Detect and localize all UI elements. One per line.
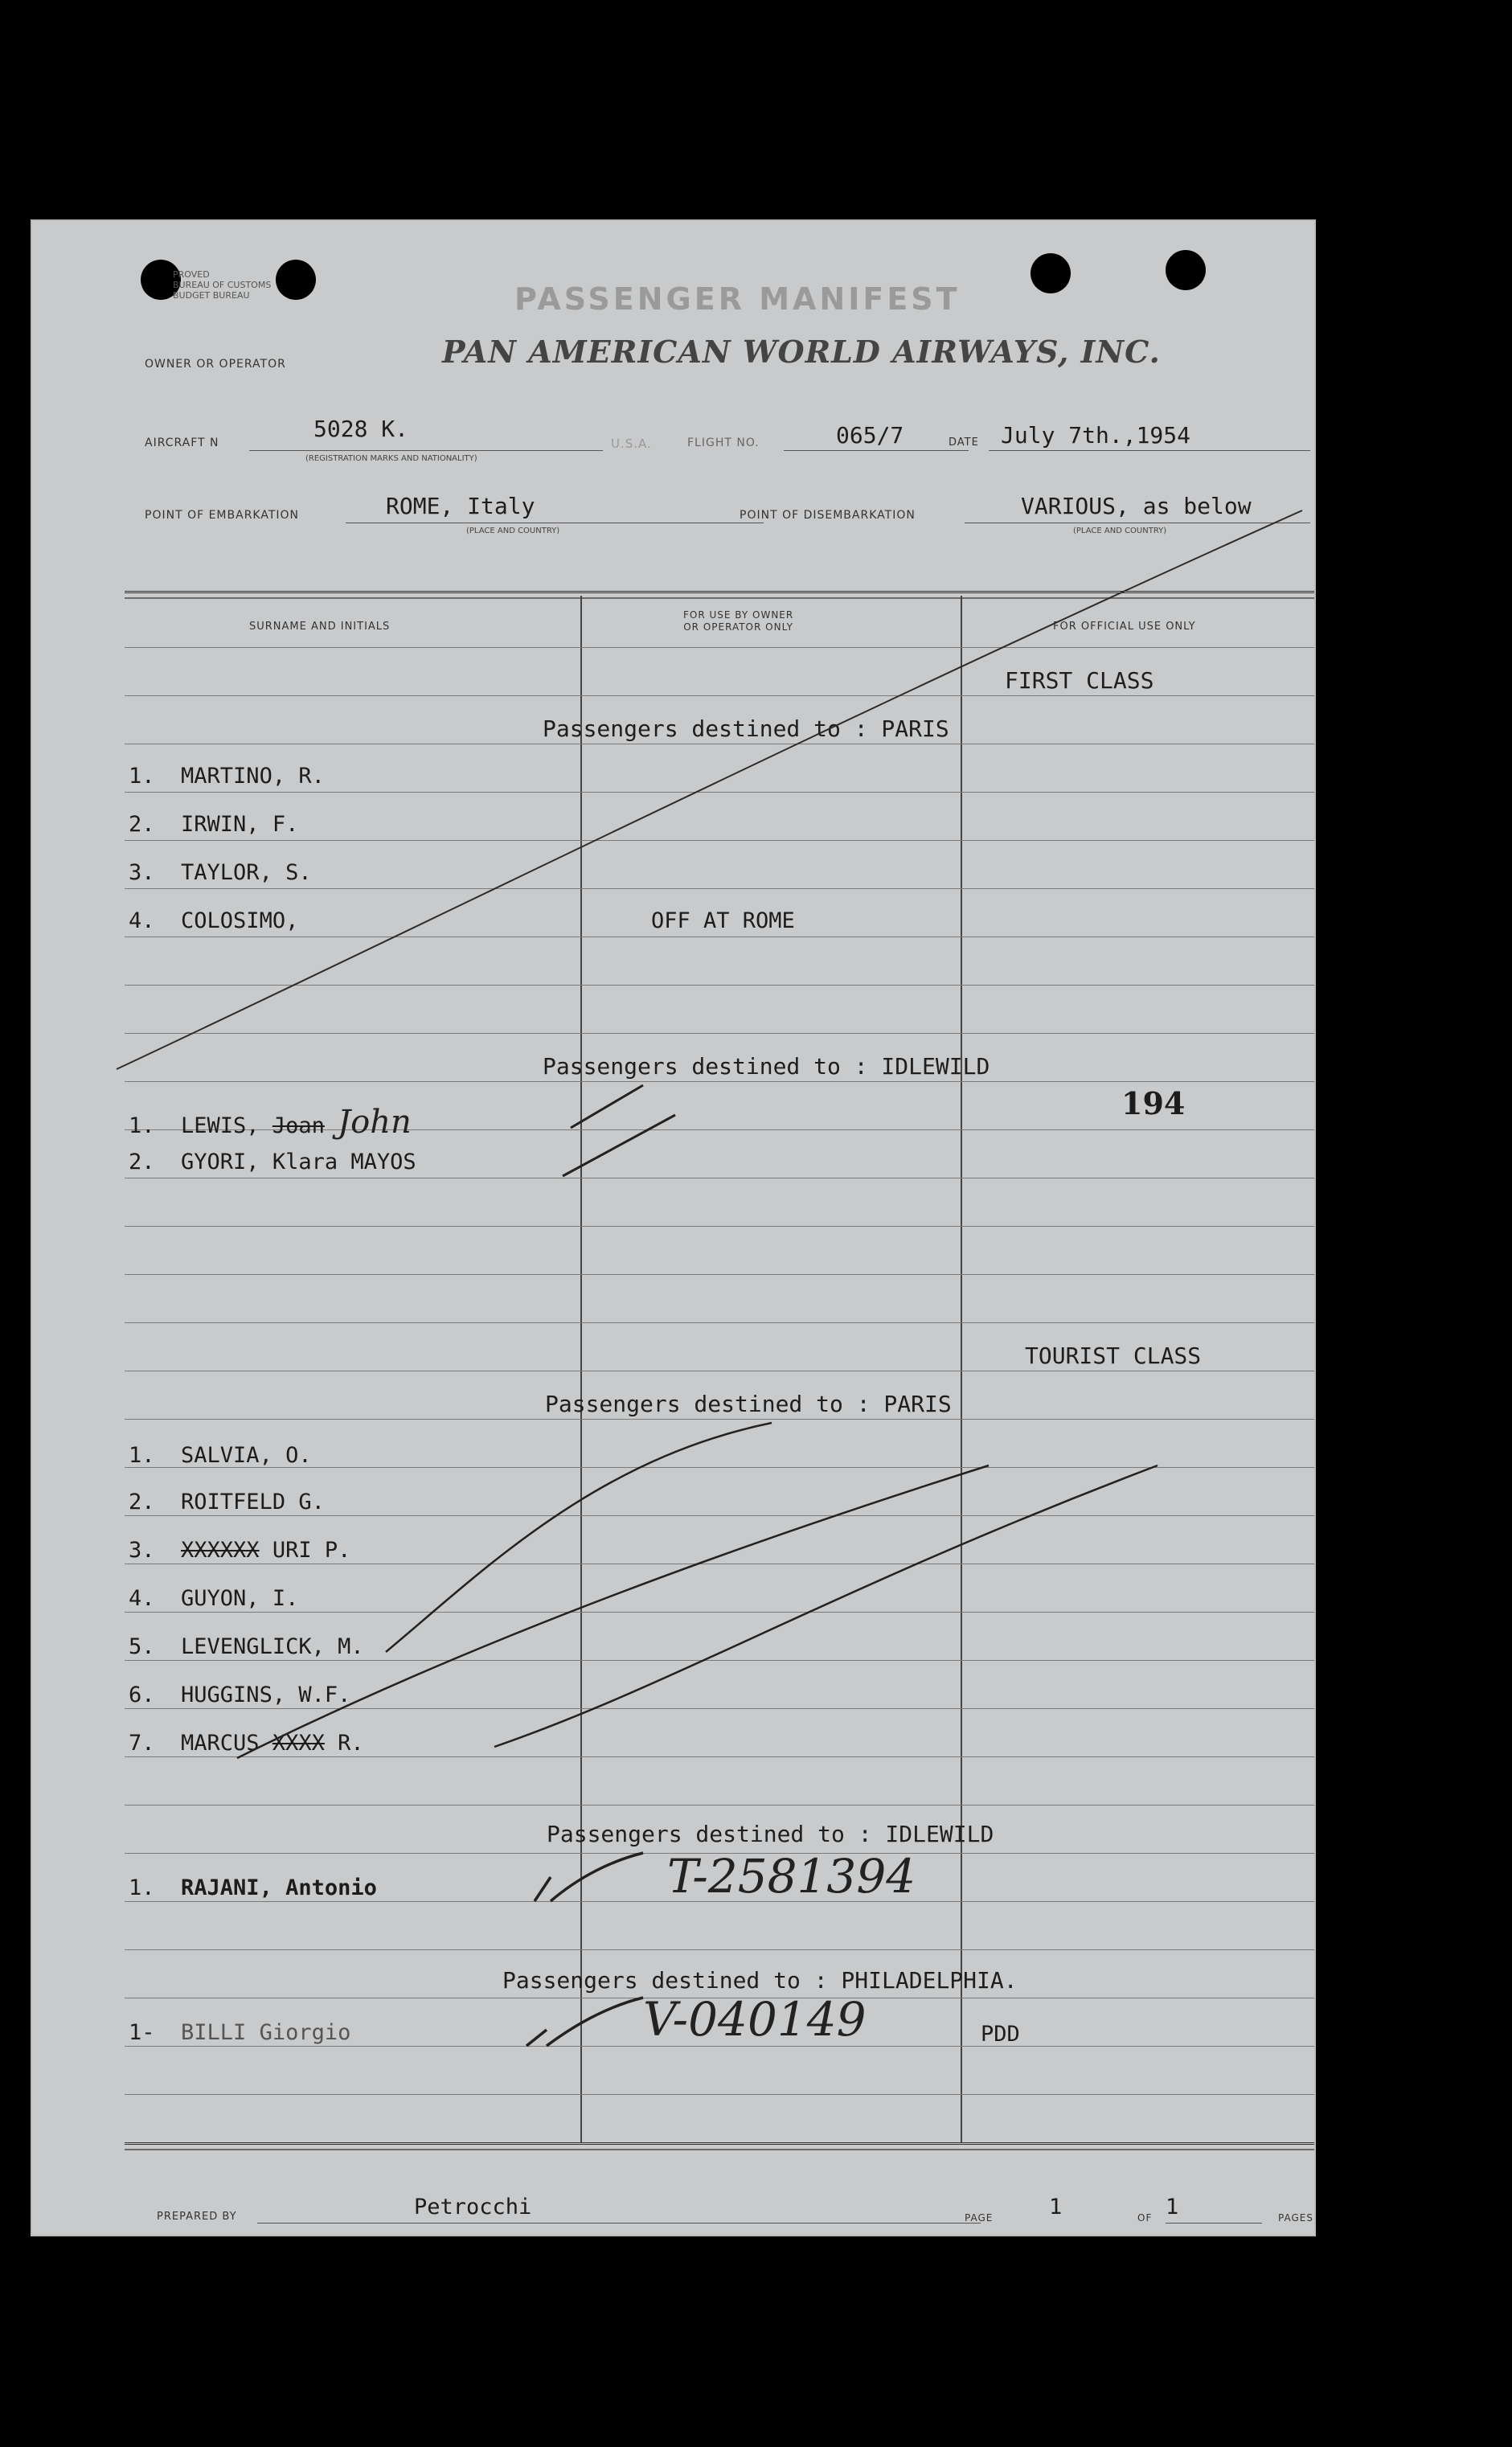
passenger-num: 7. xyxy=(129,1731,155,1756)
passenger-name: ROITFELD G. xyxy=(181,1490,325,1515)
date-value: July 7th.,1954 xyxy=(1001,422,1191,449)
pen-strokes xyxy=(32,221,1314,2235)
handwritten-id: T-2581394 xyxy=(667,1849,916,1904)
prepared-value: Petrocchi xyxy=(414,2195,532,2220)
passenger-name: IRWIN, F. xyxy=(181,812,299,837)
passenger-num: 1. xyxy=(129,1113,155,1138)
embark-sub: (PLACE AND COUNTRY) xyxy=(466,527,560,535)
passenger-num: 2. xyxy=(129,1490,155,1515)
check-stroke xyxy=(563,1115,675,1176)
handwritten-name: John xyxy=(338,1104,412,1141)
official-code: PDD xyxy=(981,2022,1020,2047)
passenger-name: MARCUS xyxy=(181,1731,260,1756)
passenger-name: LEVENGLICK, M. xyxy=(181,1634,364,1659)
diagonal-cancel-stroke xyxy=(237,1465,989,1758)
passenger-num: 4. xyxy=(129,1586,155,1611)
passenger-num: 3. xyxy=(129,1538,155,1563)
of-value: 1 xyxy=(1166,2195,1179,2220)
passenger-name: R. xyxy=(338,1731,364,1756)
passenger-name: URI P. xyxy=(272,1538,351,1563)
passenger-num: 5. xyxy=(129,1634,155,1659)
page-title: PASSENGER MANIFEST xyxy=(514,281,961,317)
stamp-number: 194 xyxy=(1121,1085,1186,1121)
disembark-value: VARIOUS, as below xyxy=(1021,493,1252,519)
passenger-num: 1. xyxy=(129,764,155,789)
usa-label: U.S.A. xyxy=(611,437,652,451)
pages-label: PAGES xyxy=(1278,2212,1313,2224)
off-at-rome-note: OFF AT ROME xyxy=(651,908,795,933)
check-stroke xyxy=(527,1998,643,2046)
diagonal-cancel-stroke xyxy=(494,1465,1158,1747)
passenger-num: 3. xyxy=(129,860,155,885)
stamp-line: BUDGET BUREAU xyxy=(173,290,250,301)
passenger-num: 1. xyxy=(129,1875,155,1900)
embark-value: ROME, Italy xyxy=(386,493,535,519)
aircraft-value: 5028 K. xyxy=(313,416,409,442)
date-label: DATE xyxy=(949,437,979,449)
check-stroke xyxy=(535,1853,643,1901)
disembark-sub: (PLACE AND COUNTRY) xyxy=(1073,527,1167,535)
stamp-line: PROVED xyxy=(173,269,210,280)
passenger-name: MARTINO, R. xyxy=(181,764,325,789)
passenger-name: GUYON, I. xyxy=(181,1586,299,1611)
fc-paris-heading: Passengers destined to : PARIS xyxy=(543,715,949,742)
page-label: PAGE xyxy=(965,2212,994,2224)
embark-label: POINT OF EMBARKATION xyxy=(145,509,300,522)
first-class-label: FIRST CLASS xyxy=(1005,667,1154,694)
disembark-label: POINT OF DISEMBARKATION xyxy=(740,509,916,522)
prepared-label: PREPARED BY xyxy=(157,2211,237,2223)
page-value: 1 xyxy=(1049,2195,1063,2220)
passenger-name: HUGGINS, W.F. xyxy=(181,1683,351,1707)
owner-label: OWNER OR OPERATOR xyxy=(145,358,286,371)
column-header-surname: SURNAME AND INITIALS xyxy=(249,621,391,633)
passenger-name: SALVIA, O. xyxy=(181,1443,312,1468)
diagonal-cancel-stroke xyxy=(386,1423,772,1652)
tc-phila-heading: Passengers destined to : PHILADELPHIA. xyxy=(502,1967,1018,1994)
owner-value: PAN AMERICAN WORLD AIRWAYS, INC. xyxy=(442,334,1161,370)
tourist-class-label: TOURIST CLASS xyxy=(1025,1342,1202,1369)
stamp-line: BUREAU OF CUSTOMS xyxy=(173,280,272,290)
passenger-name: TAYLOR, S. xyxy=(181,860,312,885)
diagonal-cancel-stroke xyxy=(117,510,1302,1069)
passenger-name: GYORI, Klara MAYOS xyxy=(181,1150,416,1174)
aircraft-label: AIRCRAFT N xyxy=(145,437,219,449)
passenger-num: 1- xyxy=(129,2020,155,2045)
check-stroke xyxy=(571,1085,643,1128)
struck-name: XXXX xyxy=(272,1731,325,1756)
flight-value: 065/7 xyxy=(836,422,904,449)
aircraft-sub: (REGISTRATION MARKS AND NATIONALITY) xyxy=(305,454,477,463)
struck-name: Joan xyxy=(272,1113,325,1138)
passenger-num: 1. xyxy=(129,1443,155,1468)
passenger-name: LEWIS, xyxy=(181,1113,260,1138)
of-label: OF xyxy=(1137,2212,1153,2224)
passenger-num: 2. xyxy=(129,812,155,837)
manifest-sheet xyxy=(32,221,1314,2235)
fc-idlewild-heading: Passengers destined to : IDLEWILD xyxy=(543,1053,990,1080)
passenger-num: 6. xyxy=(129,1683,155,1707)
flight-label: FLIGHT NO. xyxy=(687,437,760,449)
struck-name: XXXXXX xyxy=(181,1538,260,1563)
tc-paris-heading: Passengers destined to : PARIS xyxy=(545,1391,952,1417)
passenger-name: RAJANI, Antonio xyxy=(181,1875,377,1900)
column-header-operator-line: FOR USE BY OWNER xyxy=(683,609,794,621)
passenger-name: COLOSIMO, xyxy=(181,908,299,933)
column-header-operator-line: OR OPERATOR ONLY xyxy=(683,621,793,633)
tc-idlewild-heading: Passengers destined to : IDLEWILD xyxy=(547,1821,994,1847)
column-header-official: FOR OFFICIAL USE ONLY xyxy=(1053,621,1196,633)
handwritten-id: V-040149 xyxy=(643,1992,867,2047)
passenger-name: BILLI Giorgio xyxy=(181,2020,351,2045)
passenger-num: 2. xyxy=(129,1150,155,1174)
passenger-num: 4. xyxy=(129,908,155,933)
